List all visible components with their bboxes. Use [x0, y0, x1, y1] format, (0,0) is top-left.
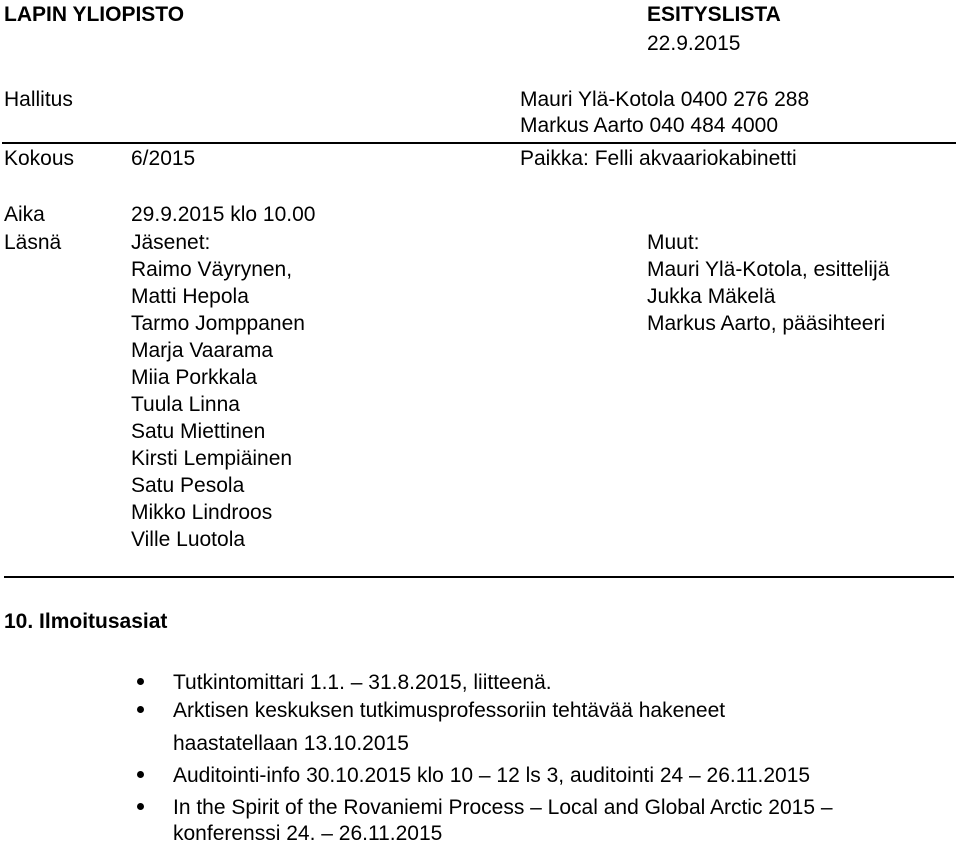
- time-value: 29.9.2015 klo 10.00: [131, 203, 316, 226]
- member-name: Mikko Lindroos: [131, 501, 273, 524]
- attendance-label: Läsnä: [4, 231, 62, 254]
- contact-2: Markus Aarto 040 484 4000: [520, 114, 779, 137]
- others-label: Muut:: [647, 231, 700, 254]
- bullet-icon: [137, 803, 144, 810]
- contact-1: Mauri Ylä-Kotola 0400 276 288: [520, 88, 810, 111]
- agenda-item-line: Auditointi-info 30.10.2015 klo 10 – 12 ls 3, auditointi 24 – 26.11.2015: [173, 764, 811, 787]
- member-name: Satu Miettinen: [131, 420, 266, 443]
- members-label: Jäsenet:: [131, 231, 211, 254]
- university-name: LAPIN YLIOPISTO: [4, 3, 185, 26]
- other-attendee: Mauri Ylä-Kotola, esittelijä: [647, 258, 890, 281]
- member-name: Raimo Väyrynen,: [131, 258, 293, 281]
- meeting-place: Paikka: Felli akvaariokabinetti: [520, 147, 797, 170]
- agenda-item-line: konferenssi 24. – 26.11.2015: [173, 822, 443, 845]
- member-name: Tuula Linna: [131, 393, 240, 416]
- bullet-icon: [137, 771, 144, 778]
- member-name: Marja Vaarama: [131, 339, 273, 362]
- member-name: Ville Luotola: [131, 528, 246, 551]
- time-label: Aika: [4, 203, 45, 226]
- other-attendee: Jukka Mäkelä: [647, 285, 776, 308]
- document-date: 22.9.2015: [647, 32, 741, 55]
- member-name: Kirsti Lempiäinen: [131, 447, 293, 470]
- member-name: Tarmo Jomppanen: [131, 312, 305, 335]
- member-name: Matti Hepola: [131, 285, 249, 308]
- body-label: Hallitus: [4, 88, 73, 111]
- meeting-label: Kokous: [4, 147, 75, 170]
- agenda-item-line: Tutkintomittari 1.1. – 31.8.2015, liitteenä.: [173, 671, 552, 694]
- member-name: Satu Pesola: [131, 474, 245, 497]
- agenda-item-line: haastatellaan 13.10.2015: [173, 732, 409, 755]
- other-attendee: Markus Aarto, pääsihteeri: [647, 312, 886, 335]
- meeting-number: 6/2015: [131, 147, 196, 170]
- member-name: Miia Porkkala: [131, 366, 258, 389]
- agenda-item-line: In the Spirit of the Rovaniemi Process – Local and Global Arctic 2015 –: [173, 796, 833, 819]
- bullet-icon: [137, 678, 144, 685]
- header-divider: [2, 142, 956, 144]
- section-title: 10. Ilmoitusasiat: [4, 610, 168, 633]
- document-type: ESITYSLISTA: [647, 3, 781, 26]
- agenda-item-line: Arktisen keskuksen tutkimusprofessoriin tehtävää hakeneet: [173, 699, 726, 722]
- bullet-icon: [137, 706, 144, 713]
- section-divider: [4, 576, 954, 578]
